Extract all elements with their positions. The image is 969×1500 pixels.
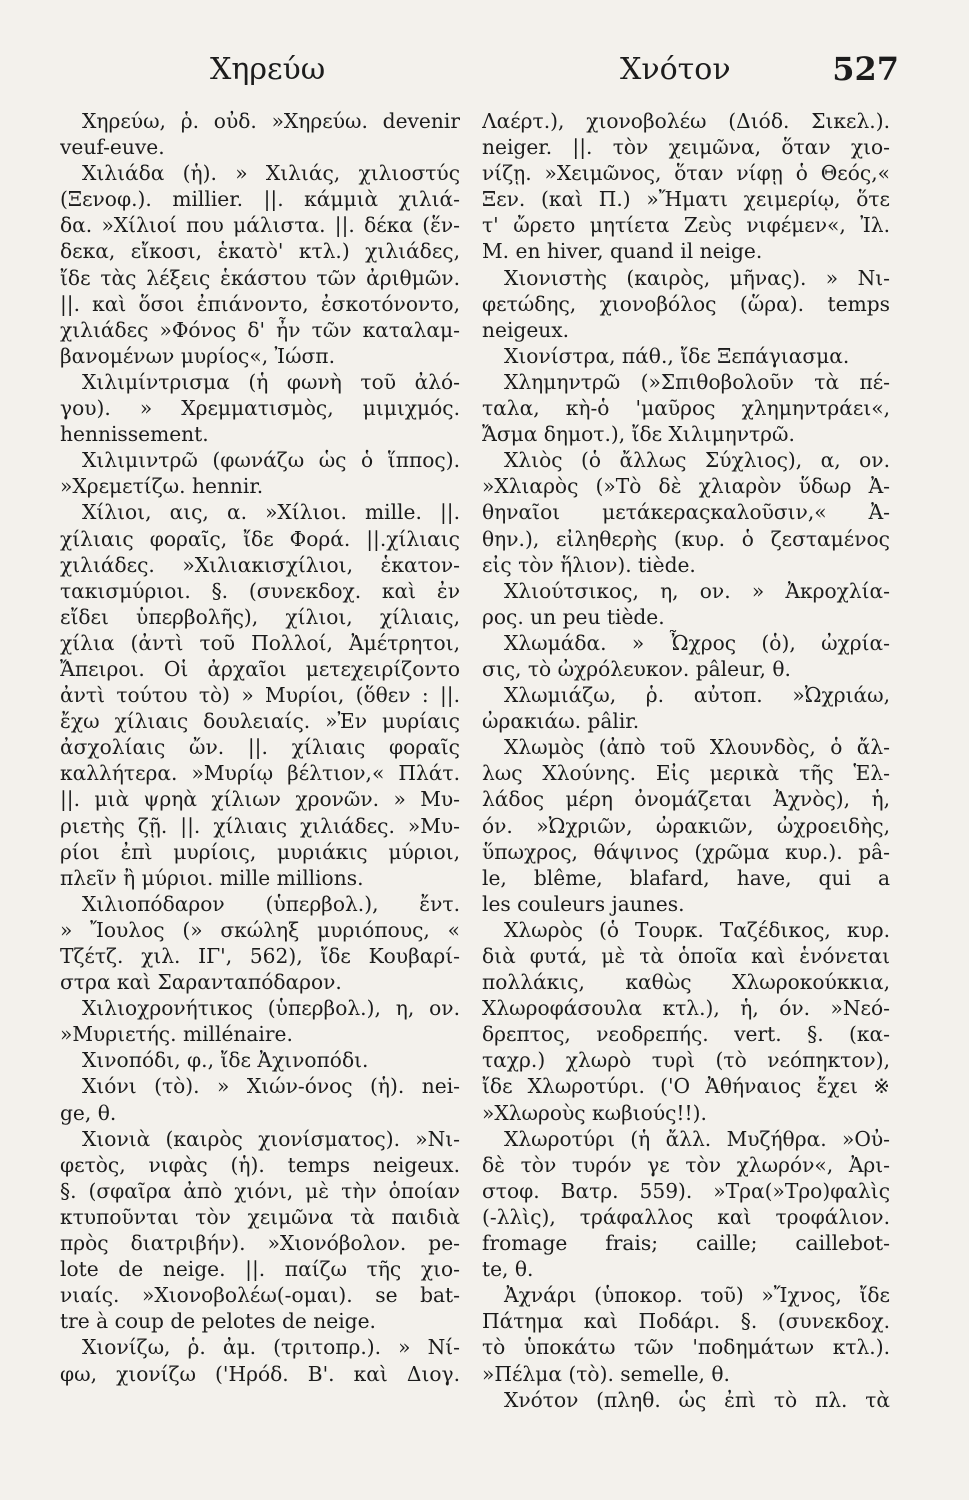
text-line: Χλωμὸς (ἀπὸ τοῦ Χλουνδὸς, ὁ ἄλ- — [504, 735, 890, 760]
text-line: tre à coup de pelotes de neige. — [60, 1309, 376, 1334]
text-line: δεκα, εἴκοσι, ἑκατὸ' κτλ.) χιλιάδες, — [60, 239, 460, 264]
text-line: neigeux. — [482, 317, 570, 342]
text-line: ἔχω χίλιαις δουλειαίς. »Ἐν μυρίαις — [60, 709, 460, 734]
text-line: κτυποῦνται τὸν χειμῶνα τὰ παιδιὰ — [60, 1204, 460, 1229]
text-line: le, blême, blafard, have, qui a — [482, 865, 890, 890]
text-line: §. (σφαῖρα ἀπὸ χιόνι, μὲ τὴν ὁποίαν — [60, 1178, 460, 1203]
text-line: όν. »Ὠχριῶν, ὠρακιῶν, ὠχροειδὴς, — [482, 813, 890, 838]
text-line: Χλιούτσικος, η, ον. » Ἀκροχλία- — [504, 578, 890, 603]
text-line: λάδος μέρη ὀνομάζεται Ἀχνὸς), ἡ, — [482, 787, 890, 812]
text-line: Ἄπειροι. Οἱ ἀρχαῖοι μετεχειρίζοντο — [60, 656, 460, 681]
text-line: πολλάκις, καθὼς Χλωροκούκκια, — [482, 970, 890, 995]
text-line: »Πέλμα (τὸ). semelle, θ. — [482, 1361, 730, 1386]
text-line: Χινοπόδι, φ., ἴδε Ἀχινοπόδι. — [82, 1048, 369, 1073]
text-line: Ἀχνάρι (ὑποκορ. τοῦ) »Ἴχνος, ἴδε — [504, 1283, 890, 1308]
text-line: Χλωμιάζω, ῥ. αὐτοπ. »Ὠχριάω, — [504, 683, 890, 708]
text-line: Τζέτζ. χιλ. ΙΓ', 562), ἴδε Κουβαρί- — [60, 944, 460, 968]
text-line: χιλιάδες. »Χιλιακισχίλιοι, ἑκατον- — [60, 552, 460, 577]
text-line: φετὸς, νιφὰς (ἡ). temps neigeux. — [60, 1152, 460, 1177]
text-line: ὠρακιάω. pâlir. — [482, 709, 640, 734]
text-line: θην.), εἰληθερὴς (κυρ. ὁ ζεσταμένος — [482, 526, 890, 551]
text-line: ||. μιὰ ψρηὰ χίλιων χρονῶν. » Μυ- — [60, 787, 460, 812]
text-line: Χλωροφάσουλα κτλ.), ἡ, όν. »Νεό- — [482, 996, 890, 1021]
text-line: σις, τὸ ὠχρόλευκον. pâleur, θ. — [482, 656, 791, 681]
text-line: Μ. en hiver, quand il neige. — [482, 239, 763, 264]
text-line: »Μυριετής. millénaire. — [60, 1022, 293, 1047]
text-line: »Χρεμετίζω. hennir. — [60, 474, 264, 499]
text-line: διὰ φυτά, μὲ τὰ ὁποῖα καὶ ἑνόνεται — [482, 944, 890, 968]
text-line: πλεῖν ἢ μύριοι. mille millions. — [60, 865, 364, 890]
text-line: ταλα, κὴ-ὁ 'μαῦρος χλημηντράει«, — [482, 396, 890, 421]
text-line: ρος. un peu tiède. — [482, 604, 665, 629]
text-line: τακισμύριοι. §. (συνεκδοχ. καὶ ἐν — [60, 578, 460, 603]
text-line: Πάτημα καὶ Ποδάρι. §. (συνεκδοχ. — [482, 1309, 890, 1334]
text-line: χίλια (ἀντὶ τοῦ Πολλοί, Ἀμέτρητοι, — [60, 630, 460, 655]
text-line: Χλωμάδα. » Ὦχρος (ὁ), ὠχρία- — [504, 630, 890, 655]
text-line: τ' ὤρετο μητίετα Ζεὺς νιφέμεν«, Ἰλ. — [482, 213, 890, 238]
text-line: Χιόνι (τὸ). » Χιών-όνος (ἡ). nei- — [82, 1074, 460, 1099]
text-line: χίλιαις φοραῖς, ἴδε Φορά. ||.χίλιαις — [60, 526, 460, 551]
text-line: εἰς τὸν ἥλιον). tiède. — [482, 552, 696, 577]
text-line: ταχρ.) χλωρὸ τυρὶ (τὸ νεόπηκτον), — [482, 1048, 890, 1073]
text-line: fromage frais; caille; caillebot- — [482, 1231, 890, 1256]
text-line: hennissement. — [60, 422, 209, 447]
text-line: δὲ τὸν τυρόν γε τὸν χλωρόν«, Ἀρι- — [482, 1152, 890, 1177]
page-number: 527 — [832, 50, 899, 88]
text-line: Ἄσμα δημοτ.), ἴδε Χιλιμηντρῶ. — [482, 422, 795, 447]
text-line: ὕπωχρος, θάψινος (χρῶμα κυρ.). pâ- — [482, 839, 890, 864]
text-line: Λαέρτ.), χιονοβολέω (Διόδ. Σικελ.). — [482, 109, 890, 133]
text-line: Χηρεύω, ῥ. οὐδ. »Χηρεύω. devenir — [82, 109, 460, 133]
text-line: νίζῃ. »Χειμῶνος, ὅταν νίφῃ ὁ Θεός,« — [482, 161, 890, 186]
text-line: Χίλιοι, αις, α. »Χίλιοι. mille. ||. — [82, 500, 460, 525]
text-line: Χιονίστρα, πάθ., ἴδε Ξεπάγιασμα. — [504, 343, 850, 368]
text-line: Χιονίζω, ῥ. ἀμ. (τριτοπρ.). » Νί- — [82, 1335, 460, 1360]
right-column — [482, 108, 890, 1488]
text-line: Χνότον (πληθ. ὡς ἐπὶ τὸ πλ. τὰ — [504, 1387, 890, 1412]
text-line: ||. καὶ ὅσοι ἐπιάνοντο, ἐσκοτόνοντο, — [60, 291, 460, 316]
text-line: νιαίς. »Χιονοβολέω(-ομαι). se bat- — [60, 1283, 460, 1308]
text-line: les couleurs jaunes. — [482, 891, 685, 916]
text-line: »Χλωροὺς κωβιούς!!). — [482, 1100, 707, 1125]
text-line: Χιλιοχρονήτικος (ὑπερβολ.), η, ον. — [82, 996, 460, 1021]
text-line: γου). » Χρεμματισμὸς, μιμιχμός. — [60, 396, 460, 421]
text-line: Χλωρὸς (ὁ Τουρκ. Ταζέδικος, κυρ. — [504, 917, 890, 942]
text-line: te, θ. — [482, 1257, 534, 1282]
text-line: στοφ. Βατρ. 559). »Τρα(»Τρο)φαλὶς — [482, 1178, 890, 1203]
text-line: Χιλιάδα (ἡ). » Χιλιάς, χιλιοστύς — [82, 161, 460, 186]
left-column — [60, 108, 460, 1488]
text-line: ἴδε Χλωροτύρι. ('Ο Ἀθήναιος ἔχει ※ — [482, 1074, 890, 1099]
text-line: Χιλιμιντρῶ (φωνάζω ὡς ὁ ἵππος). — [82, 448, 460, 473]
header-first-headword: Χηρεύω — [210, 52, 326, 87]
text-line: ρίοι ἐπὶ μυρίοις, μυριάκις μύριοι, — [60, 839, 460, 864]
text-line: δα. »Χίλιοί που μάλιστα. ||. δέκα (ἕν- — [60, 213, 460, 238]
text-line: ἀντὶ τούτου τὸ) » Μυρίοι, (ὅθεν : ||. — [60, 683, 460, 708]
text-line: » Ἴουλος (» σκώληξ μυριόπους, « — [60, 917, 460, 942]
text-line: Χιονιστὴς (καιρὸς, μῆνας). » Νι- — [504, 265, 890, 290]
text-line: τὸ ὑποκάτω τῶν 'ποδημάτων κτλ.). — [482, 1335, 890, 1360]
text-line: Χιονιὰ (καιρὸς χιονίσματος). »Νι- — [82, 1126, 460, 1151]
text-line: φετώδης, χιονοβόλος (ὥρα). temps — [482, 291, 890, 316]
text-line: Χλημηντρῶ (»Σπιθοβολοῦν τὰ πέ- — [504, 369, 890, 394]
header-last-headword: Χνότον — [620, 52, 731, 87]
text-line: εἴδει ὑπερβολῆς), χίλιοι, χίλιαις, — [60, 604, 460, 629]
text-line: δρεπτος, νεοδρεπής. vert. §. (κα- — [482, 1022, 890, 1047]
text-line: στρα καὶ Σαρανταπόδαρον. — [60, 970, 342, 995]
text-line: lote de neige. ||. παίζω τῆς χιο- — [60, 1257, 460, 1282]
text-line: veuf-euve. — [60, 135, 165, 160]
text-line: (-λλὶς), τράφαλλος καὶ τροφάλιον. — [482, 1204, 890, 1229]
text-line: Χλιὸς (ὁ ἄλλως Σύχλιος), α, ον. — [504, 448, 890, 473]
text-line: (Ξενοφ.). millier. ||. κάμμιὰ χιλιά- — [60, 187, 460, 212]
text-line: ge, θ. — [60, 1100, 117, 1125]
text-line: πρὸς διατριβήν). »Χιονόβολον. pe- — [60, 1231, 460, 1256]
text-line: Ξεν. (καὶ Π.) »Ἤματι χειμερίῳ, ὅτε — [482, 187, 890, 212]
text-line: Χιλιμίντρισμα (ἡ φωνὴ τοῦ ἀλό- — [82, 369, 460, 394]
text-line: ριετὴς ζῇ. ||. χίλιαις χιλιάδες. »Μυ- — [60, 813, 460, 838]
text-line: φω, χιονίζω ('Ηρόδ. Β'. καὶ Διογ. — [60, 1361, 460, 1386]
text-line: βανομένων μυρίος«, Ἰώσπ. — [60, 343, 335, 368]
text-line: ἀσχολίαις ὤν. ||. χίλιαις φοραῖς — [60, 735, 460, 760]
text-line: »Χλιαρὸς (»Τὸ δὲ χλιαρὸν ὕδωρ Ἀ- — [482, 474, 890, 499]
text-line: καλλήτερα. »Μυρίῳ βέλτιον,« Πλάτ. — [60, 761, 460, 786]
text-line: λως Χλούνης. Εἰς μερικὰ τῆς Ἑλ- — [482, 761, 890, 786]
text-line: neiger. ||. τὸν χειμῶνα, ὅταν χιο- — [482, 135, 890, 160]
text-line: χιλιάδες »Φόνος δ' ἦν τῶν καταλαμ- — [60, 317, 460, 342]
text-line: θηναῖοι μετάκεραςκαλοῦσιν,« Ἀ- — [482, 500, 890, 525]
text-line: Χλωροτύρι (ἡ ἄλλ. Μυζήθρα. »Οὐ- — [504, 1126, 890, 1151]
text-line: Χιλιοπόδαρον (ὑπερβολ.), ἔντ. — [82, 891, 460, 916]
text-line: ἴδε τὰς λέξεις ἑκάστου τῶν ἀριθμῶν. — [60, 265, 460, 290]
running-head — [60, 52, 899, 92]
